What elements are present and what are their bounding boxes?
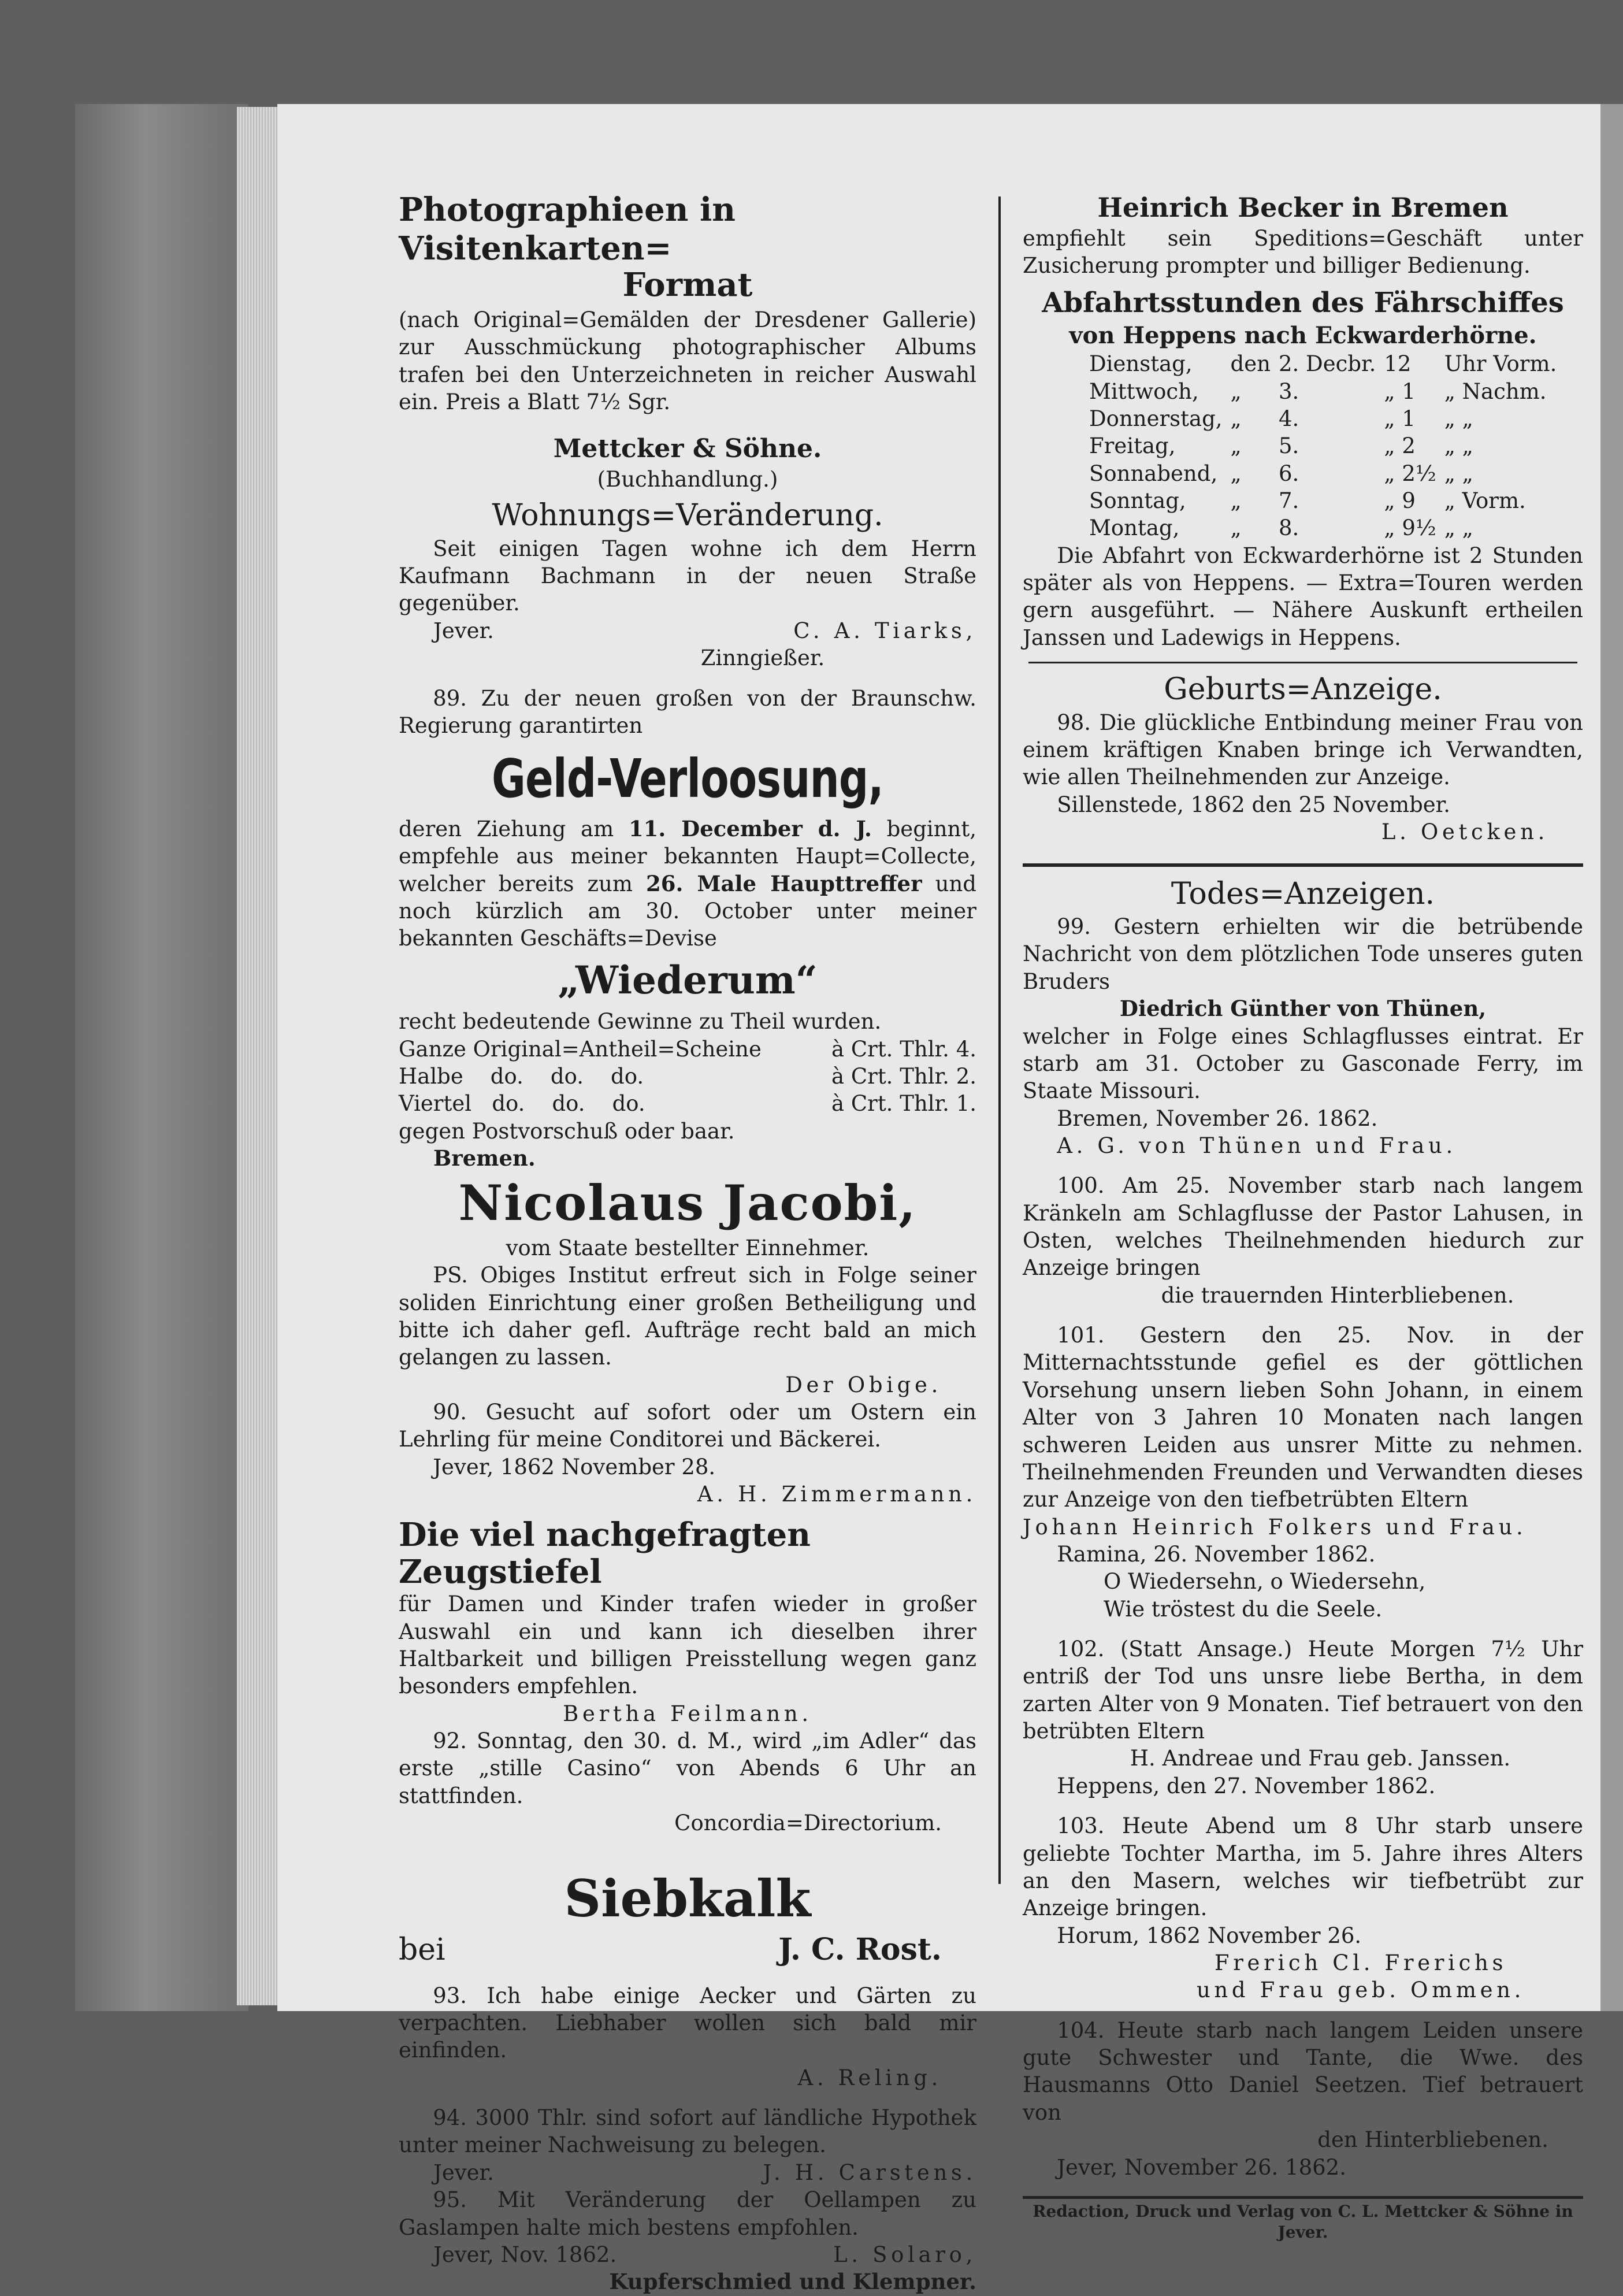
fahr-day: Donnerstag, xyxy=(1089,406,1223,431)
wohnung-ad-title: Wohnungs=Veränderung. xyxy=(492,498,883,533)
ad-102-place: Heppens, den 27. November 1862. xyxy=(1057,1773,1436,1798)
ad-103-place: Horum, 1862 November 26. xyxy=(1057,1923,1362,1948)
ad-101-text: 101. Gestern den 25. Nov. in der Mitternachtsstunde gefiel es der göttlichen Vorsehung unsern lieben Sohn Johann, in einem Alter von 3 Jahren 10 Monaten nach langen schweren Leiden aus unsrer Mitte zu nehmen. Theilnehmenden Freunden und Verwandten dieses zur Anzeige von den tiefbetrübten Eltern xyxy=(1023,1323,1583,1512)
price-row xyxy=(399,1090,976,1117)
separator-rule xyxy=(1028,662,1577,663)
ps-text: PS. Obiges Institut erfreut sich in Folge seiner soliden Einrichtung einer großen Betheiligung und bitte ich daher gefl. Aufträge recht bald an mich gelangen zu lassen. xyxy=(399,1263,976,1370)
fahrplan-row xyxy=(1089,350,1565,377)
ad-101-signature: Johann Heinrich Folkers und Frau. xyxy=(1023,1514,1527,1540)
ad-90-signature: A. H. Zimmermann. xyxy=(697,1482,976,1507)
zeugstiefel-title: Die viel nachgefragten Zeugstiefel xyxy=(399,1515,811,1591)
geburts-title: Geburts=Anzeige. xyxy=(1164,672,1442,707)
ad-89-text: 89. Zu der neuen großen von der Braunschw. Regierung garantirten xyxy=(399,685,976,738)
fahr-day: Sonnabend, xyxy=(1089,461,1218,486)
ad-99-name: Diedrich Günther von Thünen, xyxy=(1119,996,1487,1022)
ad-92-signature: Concordia=Directorium. xyxy=(674,1811,942,1836)
fahrplan-row xyxy=(1089,487,1565,514)
fahr-den: den xyxy=(1230,351,1271,377)
ad-99-text: 99. Gestern erhielten wir die betrübende Nachricht von dem plötzlichen Tode unseres guten Bruders xyxy=(1023,914,1583,994)
price-row xyxy=(399,1036,976,1063)
gewinne-text: recht bedeutende Gewinne zu Theil wurden. xyxy=(399,1009,882,1034)
price-value: à Crt. Thlr. 1. xyxy=(831,1091,976,1117)
ad-101-verse-1: O Wiedersehn, o Wiedersehn, xyxy=(1104,1569,1426,1594)
price-item: Halbe do. do. do. xyxy=(399,1063,644,1089)
ad-99-place: Bremen, November 26. 1862. xyxy=(1057,1106,1378,1131)
wohnung-ad-text: Seit einigen Tagen wohne ich dem Herrn Kaufmann Bachmann in der neuen Straße gegenüber. xyxy=(399,536,976,616)
price-item: Viertel do. do. do. xyxy=(399,1091,645,1117)
ad-104-place: Jever, November 26. 1862. xyxy=(1057,2154,1346,2180)
becker-title: Heinrich Becker in Bremen xyxy=(1097,192,1509,223)
right-column xyxy=(1023,191,1583,2243)
ad-94-place: Jever. xyxy=(433,2160,494,2185)
ad-93-signature: A. Reling. xyxy=(797,2065,942,2090)
siebkalk-name: J. C. Rost. xyxy=(778,1932,942,1968)
price-value: à Crt. Thlr. 2. xyxy=(831,1063,976,1089)
ad-104-signature: den Hinterbliebenen. xyxy=(1317,2127,1548,2153)
ad-95-signature-line xyxy=(399,2241,976,2268)
ad-103-signature-2: und Frau geb. Ommen. xyxy=(1196,1978,1525,2003)
fahr-hour: „ 1 xyxy=(1384,379,1416,404)
fahr-date: 8. xyxy=(1278,515,1299,541)
todes-title: Todes=Anzeigen. xyxy=(1171,876,1435,911)
fahr-hour: „ 2 xyxy=(1384,433,1416,459)
ad-95-text: 95. Mit Veränderung der Oellampen zu Gaslampen halte mich bestens empfohlen. xyxy=(399,2187,976,2240)
ad-101-verse-2: Wie tröstest du die Seele. xyxy=(1104,1596,1383,1622)
imprint-rule xyxy=(1023,2196,1583,2199)
ad-102-signature: H. Andreae und Frau geb. Janssen. xyxy=(1130,1746,1511,1771)
ps-signature: Der Obige. xyxy=(785,1372,942,1397)
ziehung-text-3: und noch kürzlich am 30. October unter meiner bekannten Geschäfts=Devise xyxy=(399,871,976,951)
fahrplan-row xyxy=(1089,432,1565,459)
wiederum-slogan: „Wiederum“ xyxy=(558,957,818,1003)
photo-ad-title: Photographieen in Visitenkarten= xyxy=(399,191,736,268)
zeugstiefel-signature: Bertha Feilmann. xyxy=(563,1701,812,1726)
imprint: Redaction, Druck und Verlag von C. L. Mettcker & Söhne in Jever. xyxy=(1033,2201,1573,2242)
price-value: à Crt. Thlr. 4. xyxy=(831,1036,976,1062)
fahr-date: 3. xyxy=(1278,379,1299,404)
fahr-hour: „ 9 xyxy=(1384,488,1416,514)
ad-95-place: Jever, Nov. 1862. xyxy=(433,2242,617,2267)
ad-100-text: 100. Am 25. November starb nach langem Kränkeln am Schlagflusse der Pastor Lahusen, in Osten, welches Theilnehmenden hiedurch zur Anzeige bringen xyxy=(1023,1173,1583,1281)
fahrplan-row xyxy=(1089,460,1565,487)
fahr-den: „ xyxy=(1230,433,1242,459)
ad-102-text: 102. (Statt Ansage.) Heute Morgen 7½ Uhr entriß der Tod uns unsre liebe Bertha, in dem zarten Alter von 9 Monaten. Tief betrauert von den betrübten Eltern xyxy=(1023,1637,1583,1744)
fahr-date: 6. xyxy=(1278,461,1299,486)
fahr-den: „ xyxy=(1230,406,1242,431)
geld-verloosung-title: Geld-Verloosung, xyxy=(491,748,883,810)
ad-95-trade: Kupferschmied und Klempner. xyxy=(609,2269,976,2295)
fahr-day: Montag, xyxy=(1089,515,1180,541)
fahr-time: „ Vorm. xyxy=(1444,488,1526,514)
price-row xyxy=(399,1063,976,1090)
separator-rule-thick xyxy=(1023,863,1583,867)
fahrplan-subtitle: von Heppens nach Eckwarderhörne. xyxy=(1069,322,1537,350)
ad-94-signature-line xyxy=(399,2159,976,2186)
wohnung-trade: Zinngießer. xyxy=(700,646,825,671)
fahr-day: Freitag, xyxy=(1089,433,1176,459)
fahr-hour: „ 2½ xyxy=(1384,461,1436,486)
wohnung-place: Jever. xyxy=(433,618,494,643)
fahr-day: Sonntag, xyxy=(1089,488,1186,514)
fahr-den: „ xyxy=(1230,515,1242,541)
fahr-date: 7. xyxy=(1278,488,1299,514)
fahr-den: „ xyxy=(1230,461,1242,486)
photo-ad-firm: Mettcker & Söhne. xyxy=(553,434,822,464)
ad-103-text: 103. Heute Abend um 8 Uhr starb unsere geliebte Tochter Martha, im 5. Jahre ihres Alters an den Masern, welches wir tiefbetrübt zur Anzeige bringen. xyxy=(1023,1813,1583,1921)
fahr-time: Uhr Vorm. xyxy=(1444,351,1557,377)
book-binding xyxy=(75,104,248,2011)
wohnung-name: C. A. Tiarks, xyxy=(793,618,976,643)
ad-104-text: 104. Heute starb nach langem Leiden unsere gute Schwester und Tante, die Wwe. des Hausmanns Otto Daniel Seetzen. Tief betrauert von xyxy=(1023,2017,1583,2125)
fahr-date: 5. xyxy=(1278,433,1299,459)
wohnung-ad-signature xyxy=(399,617,976,644)
fahrplan-row xyxy=(1089,378,1565,405)
fahrplan-table xyxy=(1089,350,1565,542)
ziehung-text-1: deren Ziehung am xyxy=(399,816,614,841)
ad-94-text: 94. 3000 Thlr. sind sofort auf ländliche Hypothek unter meiner Nachweisung zu belegen. xyxy=(399,2105,976,2158)
ziehung-date: 11. December d. J. xyxy=(628,815,872,841)
siebkalk-line xyxy=(399,1931,976,1969)
fahr-time: „ Nachm. xyxy=(1444,379,1547,404)
ad-101-place: Ramina, 26. November 1862. xyxy=(1057,1541,1376,1567)
postvorschuss-text: gegen Postvorschuß oder baar. xyxy=(399,1118,735,1144)
ad-92-text: 92. Sonntag, den 30. d. M., wird „im Adler“ das erste „stille Casino“ von Abends 6 Uhr an stattfinden. xyxy=(399,1729,976,1808)
ziehung-text-2: beginnt, empfehle aus meiner bekannten Haupt=Collecte, welcher bereits zum xyxy=(399,816,976,896)
ad-93-text: 93. Ich habe einige Aecker und Gärten zu verpachten. Liebhaber wollen sich bald mir einfinden. xyxy=(399,1983,976,2063)
fahr-date: 2. Decbr. xyxy=(1278,351,1376,377)
becker-text: empfiehlt sein Speditions=Geschäft unter Zusicherung prompter und billiger Bedienung. xyxy=(1023,225,1583,279)
photo-ad-text: (nach Original=Gemälden der Dresdener Gallerie) zur Ausschmückung photographischer Albums trafen bei den Unterzeichneten in reicher Auswahl ein. Preis a Blatt 7½ Sgr. xyxy=(399,307,976,415)
fahrplan-title: Abfahrtsstunden des Fährschiffes xyxy=(1042,286,1564,319)
price-item: Ganze Original=Antheil=Scheine xyxy=(399,1036,762,1062)
siebkalk-bei: bei xyxy=(399,1933,445,1968)
left-column xyxy=(399,191,976,2296)
fahr-time: „ „ xyxy=(1444,406,1473,431)
ad-103-signature-1: Frerich Cl. Frerichs xyxy=(1214,1950,1507,1975)
ad-98-place: Sillenstede, 1862 den 25 November. xyxy=(1057,792,1451,817)
ziehung-text xyxy=(399,815,976,952)
right-page-edge xyxy=(1600,104,1623,2011)
fahr-time: „ „ xyxy=(1444,433,1473,459)
fahr-time: „ „ xyxy=(1444,515,1473,541)
fahr-hour: „ 1 xyxy=(1384,406,1416,431)
fahr-den: „ xyxy=(1230,379,1242,404)
fahrplan-row xyxy=(1089,514,1565,541)
fahr-date: 4. xyxy=(1278,406,1299,431)
fahr-day: Dienstag, xyxy=(1089,351,1193,377)
zeugstiefel-text: für Damen und Kinder trafen wieder in großer Auswahl ein und kann ich dieselben ihrer Haltbarkeit und billigen Preisstellung wegen ganz besonders empfehlen. xyxy=(399,1592,976,1699)
ad-99-signature: A. G. von Thünen und Frau. xyxy=(1057,1133,1457,1158)
haupttreffer: 26. Male Haupttreffer xyxy=(645,870,922,896)
ad-98-text: 98. Die glückliche Entbindung meiner Frau von einem kräftigen Knaben bringe ich Verwandten, wie allen Theilnehmenden zur Anzeige. xyxy=(1023,710,1583,790)
fahr-day: Mittwoch, xyxy=(1089,379,1199,404)
price-table xyxy=(399,1036,976,1118)
bremen-label: Bremen. xyxy=(433,1145,536,1171)
ad-99-text-2: welcher in Folge eines Schlagflusses eintrat. Er starb am 31. October zu Gasconade Ferry, im Staate Missouri. xyxy=(1023,1023,1583,1104)
ad-95-signature: L. Solaro, xyxy=(833,2242,976,2267)
photo-ad-title-2: Format xyxy=(622,266,753,305)
siebkalk-title: Siebkalk xyxy=(564,1868,811,1928)
ad-94-signature: J. H. Carstens. xyxy=(763,2160,976,2185)
fahr-den: „ xyxy=(1230,488,1242,514)
ad-100-signature: die trauernden Hinterbliebenen. xyxy=(1161,1282,1514,1308)
ad-98-signature: L. Oetcken. xyxy=(1381,819,1548,845)
fahrplan-text: Die Abfahrt von Eckwarderhörne ist 2 Stunden später als von Heppens. — Extra=Touren werden gern ausgeführt. — Nähere Auskunft ertheilen Janssen und Ladewigs in Heppens. xyxy=(1023,543,1583,650)
column-divider xyxy=(998,196,1001,1884)
ad-90-text: 90. Gesucht auf sofort oder um Ostern ein Lehrling für meine Conditorei und Bäckerei. xyxy=(399,1400,976,1452)
fahr-time: „ „ xyxy=(1444,461,1473,486)
fahr-hour: 12 xyxy=(1384,351,1412,377)
photo-ad-firm-sub: (Buchhandlung.) xyxy=(597,466,778,492)
ad-90-place: Jever, 1862 November 28. xyxy=(433,1454,716,1479)
fahrplan-row xyxy=(1089,405,1565,432)
einnehmer-text: vom Staate bestellter Einnehmer. xyxy=(506,1235,870,1260)
fahr-hour: „ 9½ xyxy=(1384,515,1436,541)
nicolaus-jacobi-title: Nicolaus Jacobi, xyxy=(458,1174,917,1232)
